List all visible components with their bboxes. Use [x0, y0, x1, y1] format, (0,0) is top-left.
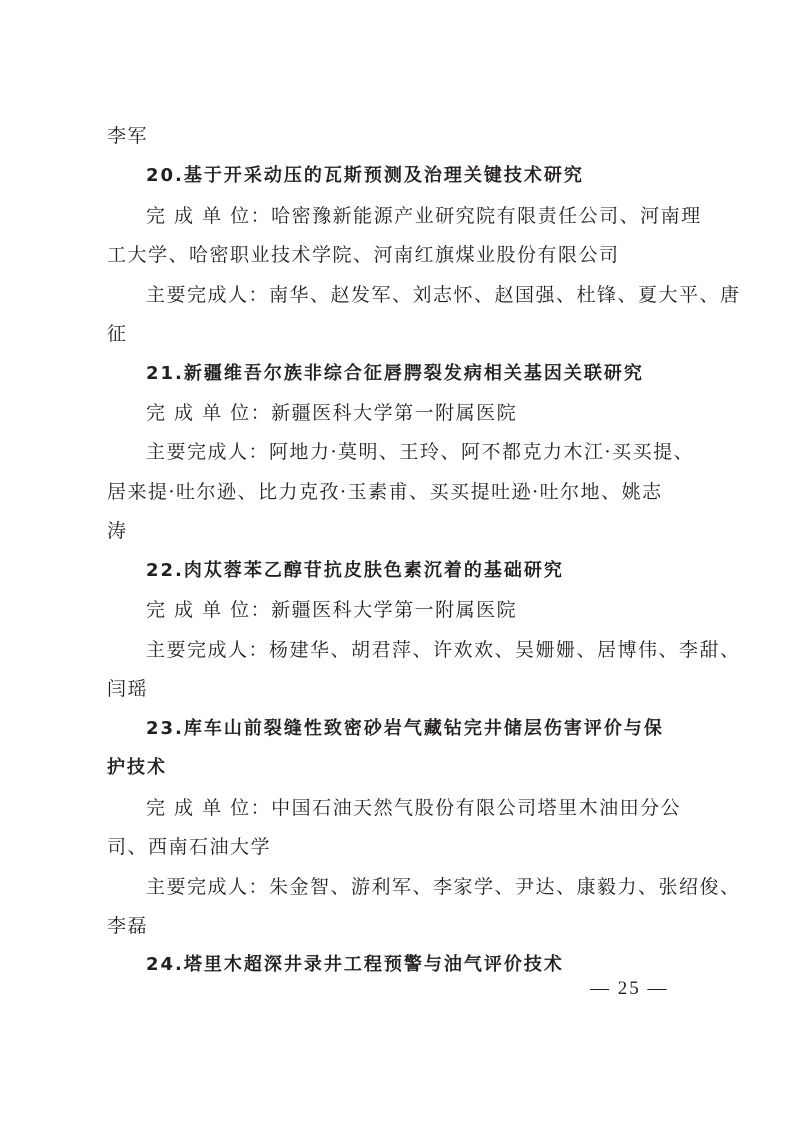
completion-unit-line: 完 成 单 位：新疆医科大学第一附属医院 [146, 402, 518, 424]
main-contributors-line: 主要完成人：阿地力·莫明、王玲、阿不都克力木江·买买提、 [146, 441, 695, 463]
section-title-20: 20.基于开采动压的瓦斯预测及治理关键技术研究 [146, 165, 584, 186]
completion-unit-line: 完 成 单 位：中国石油天然气股份有限公司塔里木油田分公 [146, 797, 682, 819]
main-contributors-continued-line: 居来提·吐尔逊、比力克孜·玉素甫、买买提吐逊·吐尔地、姚志 [107, 481, 663, 503]
main-contributors-continued-line: 李磊 [107, 915, 149, 937]
completion-unit-line: 完 成 单 位：新疆医科大学第一附属医院 [146, 599, 518, 621]
section-title-22: 22.肉苁蓉苯乙醇苷抗皮肤色素沉着的基础研究 [146, 560, 564, 581]
main-contributors-continued-line: 闫瑶 [107, 678, 149, 700]
main-contributors-line: 主要完成人：南华、赵发军、刘志怀、赵国强、杜锋、夏大平、唐 [146, 284, 741, 306]
completion-unit-continued-line: 司、西南石油大学 [107, 836, 272, 858]
main-contributors-line: 主要完成人：朱金智、游利军、李家学、尹达、康毅力、张绍俊、 [146, 876, 741, 898]
section-title-24: 24.塔里木超深井录井工程预警与油气评价技术 [146, 954, 564, 975]
section-title-21: 21.新疆维吾尔族非综合征唇腭裂发病相关基因关联研究 [146, 363, 644, 384]
page-number: — 25 — [590, 978, 669, 999]
section-title-23: 23.库车山前裂缝性致密砂岩气藏钻完井储层伤害评价与保 [146, 718, 664, 739]
main-contributors-continued-line: 征 [107, 323, 128, 345]
body-text-line: 李军 [107, 125, 149, 147]
completion-unit-continued-line: 工大学、哈密职业技术学院、河南红旗煤业股份有限公司 [107, 244, 620, 266]
main-contributors-continued-line: 涛 [107, 520, 128, 542]
main-contributors-line: 主要完成人：杨建华、胡君萍、许欢欢、吴姗姗、居博伟、李甜、 [146, 639, 741, 661]
completion-unit-line: 完 成 单 位：哈密豫新能源产业研究院有限责任公司、河南理 [146, 205, 702, 227]
section-title-23-continued: 护技术 [107, 757, 167, 778]
